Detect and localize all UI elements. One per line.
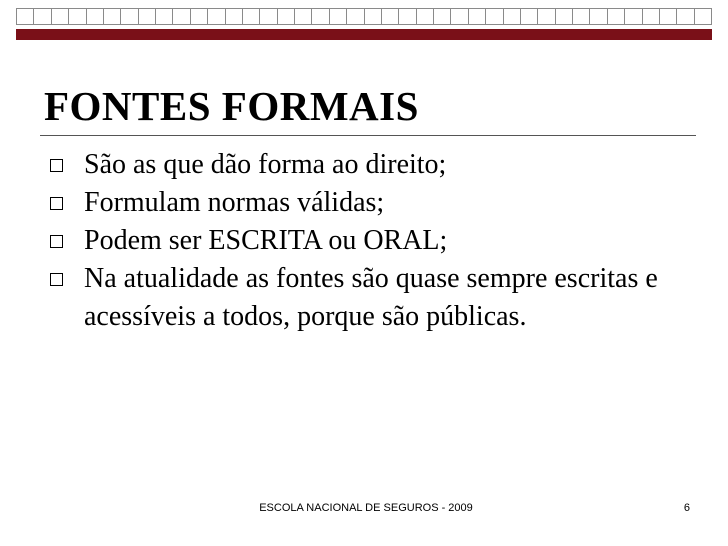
decorative-square <box>295 8 312 25</box>
bullet-text: Formulam normas válidas; <box>84 187 385 218</box>
hollow-square-bullet-icon <box>50 235 63 248</box>
decorative-square <box>365 8 382 25</box>
decorative-square <box>382 8 399 25</box>
decorative-square <box>191 8 208 25</box>
decorative-square <box>278 8 295 25</box>
hollow-square-bullet-icon <box>50 273 63 286</box>
slide-title: FONTES FORMAIS <box>44 83 419 129</box>
decorative-square <box>87 8 104 25</box>
decorative-square <box>347 8 364 25</box>
decorative-square <box>556 8 573 25</box>
decorative-square <box>173 8 190 25</box>
decorative-square <box>538 8 555 25</box>
decorative-square <box>660 8 677 25</box>
bullet-item <box>40 260 680 336</box>
header-decoration <box>16 8 712 40</box>
footer-text: ESCOLA NACIONAL DE SEGUROS - 2009 <box>259 502 473 514</box>
decorative-square <box>243 8 260 25</box>
bullet-item <box>40 146 680 184</box>
decorative-square <box>451 8 468 25</box>
decorative-square <box>677 8 694 25</box>
decorative-square <box>156 8 173 25</box>
bullet-item <box>40 222 680 260</box>
decorative-square <box>625 8 642 25</box>
decorative-square <box>469 8 486 25</box>
bullet-item <box>40 184 680 222</box>
decorative-square <box>226 8 243 25</box>
page-number: 6 <box>683 502 690 514</box>
decorative-square <box>573 8 590 25</box>
decorative-square <box>399 8 416 25</box>
decorative-square <box>695 8 712 25</box>
bullet-text: Podem ser ESCRITA ou ORAL; <box>84 225 448 256</box>
decorative-square <box>312 8 329 25</box>
decorative-square <box>69 8 86 25</box>
decorative-square <box>486 8 503 25</box>
decorative-square <box>52 8 69 25</box>
decorative-square <box>16 8 34 25</box>
decorative-square <box>608 8 625 25</box>
decorative-square <box>590 8 607 25</box>
decorative-square <box>104 8 121 25</box>
hollow-square-bullet-icon <box>50 159 63 172</box>
bullet-list <box>40 146 680 336</box>
accent-bar <box>16 29 712 40</box>
decorative-square <box>208 8 225 25</box>
decorative-square <box>34 8 51 25</box>
decorative-square <box>521 8 538 25</box>
decorative-square <box>504 8 521 25</box>
decorative-square <box>434 8 451 25</box>
decorative-square-strip <box>16 8 712 25</box>
bullet-text: São as que dão forma ao direito; <box>84 149 447 180</box>
decorative-square <box>260 8 277 25</box>
title-divider <box>40 135 696 136</box>
hollow-square-bullet-icon <box>50 197 63 210</box>
bullet-text: Na atualidade as fontes são quase sempre escritas e acessíveis a todos, porque são públicas. <box>84 263 658 332</box>
decorative-square <box>121 8 138 25</box>
decorative-square <box>330 8 347 25</box>
decorative-square <box>139 8 156 25</box>
decorative-square <box>417 8 434 25</box>
decorative-square <box>643 8 660 25</box>
